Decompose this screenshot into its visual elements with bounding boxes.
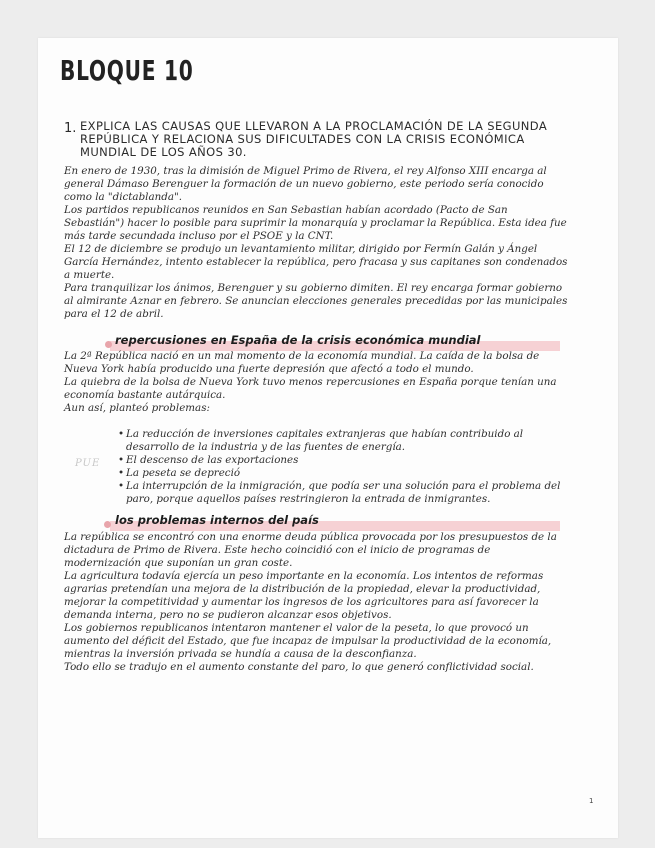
heading-bullet-dot: [104, 521, 111, 528]
section2-paragraph: Todo ello se tradujo en el aumento constante del paro, lo que generó conflictividad social.: [64, 661, 534, 673]
intro-paragraph: En enero de 1930, tras la dimisión de Miguel Primo de Rivera, el rey Alfonso XIII encarga al general Dámaso Berenguer la formación de un nuevo gobierno, este periodo sería conocido como la "dictablanda".: [64, 165, 547, 203]
list-item: • La reducción de inversiones capitales extranjeras que habían contribuido al desarrollo de la industria y de las fuentes de energía.: [118, 428, 568, 454]
question-text: EXPLICA LAS CAUSAS QUE LLEVARON A LA PROCLAMACIÓN DE LA SEGUNDA REPÚBLICA Y RELACIONA SUS DIFICULTADES CON LA CRISIS ECONÓMICA MUNDIAL DE LOS AÑOS 30.: [80, 119, 548, 159]
section1-paragraph: La quiebra de la bolsa de Nueva York tuvo menos repercusiones en España porque tenían una economía bastante autárquica.: [64, 376, 557, 401]
list-item: • El descenso de las exportaciones: [118, 454, 568, 467]
section1-paragraph: Aun así, planteó problemas:: [64, 402, 210, 414]
list-item: • La interrupción de la inmigración, que podía ser una solución para el problema del paro, porque aquellos países restringieron la entrada de inmigrantes.: [118, 480, 568, 506]
margin-note: PUE: [75, 458, 101, 469]
section2-paragraph: La agricultura todavía ejercía un peso importante en la economía. Los intentos de reformas agrarias pretendían una mejora de la distribución de la propiedad, elevar la productividad, mejorar la competitividad y aumentar los ingresos de los agricultores para así favorecer la demanda interna, pero no se pudieron alcanzar esos objetivos.: [64, 570, 544, 621]
intro-section: [64, 165, 569, 321]
section2-paragraph: La república se encontró con una enorme deuda pública provocada por los presupuestos de la dictadura de Primo de Rivera. Este hecho coincidió con el inicio de programas de modernización que suponían un gran coste.: [64, 531, 557, 569]
section2-paragraphs: [64, 531, 569, 674]
section-heading-problemas-internos: los problemas internos del país: [115, 513, 319, 527]
page-title: BLOQUE 10: [60, 54, 194, 87]
problems-list: [118, 428, 568, 506]
heading-bullet-dot: [105, 341, 112, 348]
intro-paragraph: Para tranquilizar los ánimos, Berenguer y su gobierno dimiten. El rey encarga formar gobierno al almirante Aznar en febrero. Se anuncian elecciones generales precedidas por las municipales para el 12 de abril.: [64, 282, 568, 320]
section1-paragraph: La 2ª República nació en un mal momento de la economía mundial. La caída de la bolsa de Nueva York había producido una fuerte depresión que afectó a todo el mundo.: [64, 350, 540, 375]
section2-paragraph: Los gobiernos republicanos intentaron mantener el valor de la peseta, lo que provocó un aumento del déficit del Estado, que fue incapaz de impulsar la productividad de la economía, mientras la inversión privada se hundía a causa de la desconfianza.: [64, 622, 552, 660]
page-number: 1: [589, 797, 594, 805]
intro-paragraph: El 12 de diciembre se produjo un levantamiento militar, dirigido por Fermín Galán y Ángel García Hernández, intento establecer la república, pero fracasa y sus capitanes son condenados a muerte.: [64, 243, 568, 281]
section1-paragraphs: [64, 350, 569, 415]
list-item: • La peseta se depreció: [118, 467, 568, 480]
intro-paragraph: Los partidos republicanos reunidos en San Sebastian habían acordado (Pacto de San Sebastián") hacer lo posible para suprimir la monarquía y proclamar la República. Esta idea fue más tarde secundada incluso por el PSOE y la CNT.: [64, 204, 567, 242]
section-heading-repercusiones: repercusiones en España de la crisis económica mundial: [115, 333, 481, 347]
question-number: 1.: [64, 121, 77, 136]
